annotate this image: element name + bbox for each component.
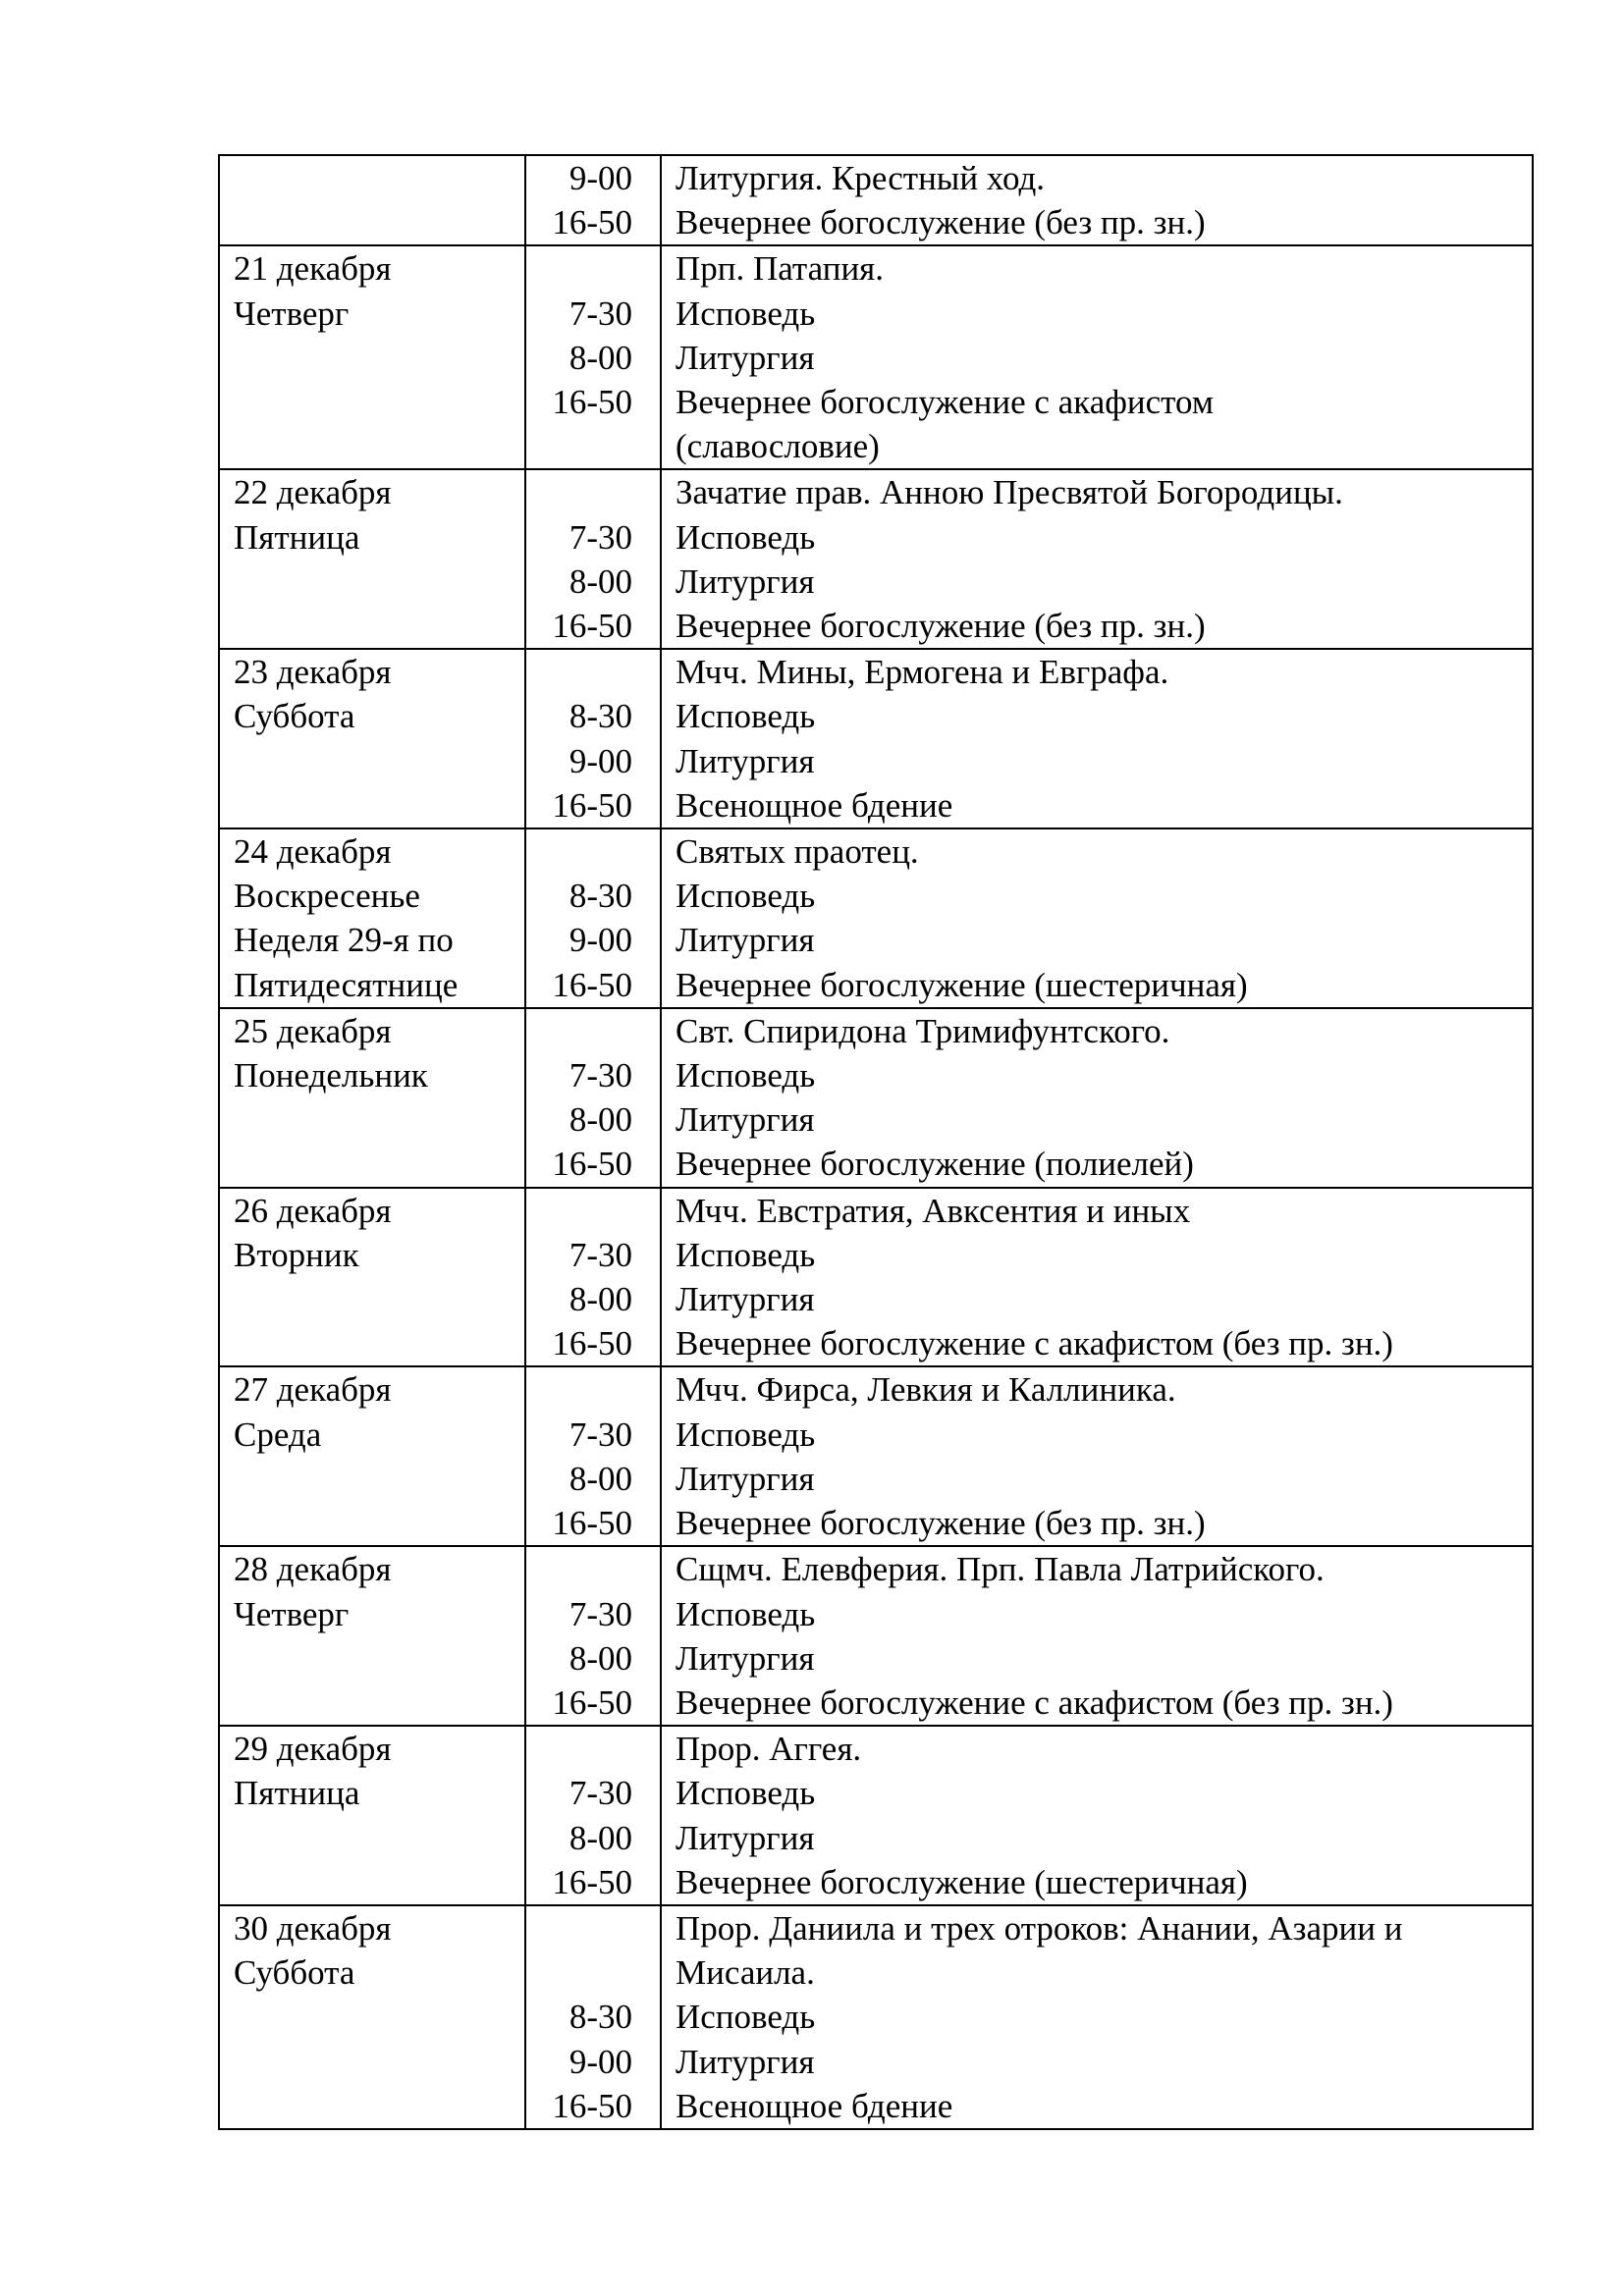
desc-cell [661,828,1533,1008]
service-description: Исповедь [676,1998,816,2037]
service-description: Мисаила. [676,1953,815,1993]
date-line [234,1321,524,1365]
service-description: Литургия [676,1818,815,1857]
desc-cell [661,1008,1533,1188]
service-time: 16-50 [552,1324,632,1363]
schedule-row [219,649,1533,828]
service-description: Вечернее богослужение (полиелей) [676,1145,1194,1184]
date-line [234,200,524,244]
service-description: (славословие) [676,427,880,466]
service-description: Литургия [676,338,815,377]
service-time: 16-50 [552,1862,632,1901]
desc-cell [661,1546,1533,1726]
date-line [234,2040,524,2084]
service-time: 7-30 [568,1056,632,1095]
service-time [526,650,632,694]
service-time: 16-50 [552,203,632,242]
service-description: Исповедь [676,697,816,736]
date-line: 25 декабря [234,1011,392,1050]
desc-cell [661,469,1533,649]
service-description: Исповедь [676,1235,816,1274]
service-time: 8-00 [568,561,632,601]
service-description: Вечернее богослужение с акафистом (без пр. зн.) [676,1682,1393,1722]
date-line [234,2084,524,2128]
service-time: 16-50 [552,383,632,422]
service-description: Всенощное бдение [676,785,953,825]
service-time: 8-00 [568,338,632,377]
service-time: 16-50 [552,965,632,1004]
desc-cell [661,649,1533,828]
desc-cell [661,1905,1533,2129]
service-description: Исповедь [676,1594,816,1633]
schedule-row [219,1546,1533,1726]
service-description: Прор. Аггея. [676,1730,862,1769]
service-time: 9-00 [568,921,632,960]
service-time: 7-30 [568,1594,632,1633]
service-description: Вечернее богослужение с акафистом (без пр. зн.) [676,1324,1393,1363]
time-cell [525,1366,661,1546]
date-line: Пятница [234,1774,360,1813]
time-cell [525,828,661,1008]
date-line: Пятидесятнице [234,965,459,1004]
schedule-row [219,1188,1533,1367]
schedule-body [219,155,1533,2129]
schedule-row [219,245,1533,469]
service-description: Вечернее богослужение (шестеричная) [676,1862,1248,1901]
service-time [526,246,632,291]
service-description: Вечернее богослужение (без пр. зн.) [676,203,1206,242]
desc-cell [661,245,1533,469]
time-cell [525,1905,661,2129]
service-time: 7-30 [568,294,632,333]
date-line [234,1457,524,1501]
service-description: Вечернее богослужение (без пр. зн.) [676,1504,1206,1543]
service-time [526,1950,632,1995]
date-line: Четверг [234,1594,350,1633]
service-description: Святых праотец. [676,832,919,872]
service-description: Литургия [676,741,815,780]
date-cell [219,649,525,828]
service-time: 9-00 [568,741,632,780]
date-line [234,1681,524,1725]
service-time [526,424,632,468]
date-line: Неделя 29-я по [234,921,454,960]
service-description: Литургия [676,1280,815,1319]
service-time: 16-50 [552,2086,632,2125]
service-time: 8-30 [568,1998,632,2037]
service-description: Всенощное бдение [676,2086,953,2125]
service-description: Литургия [676,561,815,601]
service-description: Исповедь [676,1415,816,1454]
date-line: 26 декабря [234,1191,392,1230]
date-line [234,739,524,783]
date-cell [219,469,525,649]
service-description: Вечернее богослужение с акафистом [676,383,1214,422]
service-time: 8-30 [568,697,632,736]
service-time: 8-00 [568,1100,632,1140]
service-description: Литургия. Крестный ход. [676,159,1046,197]
date-line [234,1277,524,1321]
service-time [526,829,632,874]
date-line: 27 декабря [234,1370,392,1410]
service-time: 16-50 [552,1682,632,1722]
date-line: 28 декабря [234,1550,392,1589]
schedule-row [219,469,1533,649]
date-line [234,1636,524,1681]
date-line: 21 декабря [234,249,392,289]
service-time: 8-30 [568,877,632,916]
time-cell [525,1008,661,1188]
date-line [234,424,524,468]
service-schedule-table [218,154,1534,2130]
date-cell [219,828,525,1008]
time-cell [525,1188,661,1367]
service-time: 16-50 [552,785,632,825]
date-line: Суббота [234,697,355,736]
service-time: 16-50 [552,1504,632,1543]
service-time: 7-30 [568,1235,632,1274]
service-description: Литургия [676,1638,815,1678]
service-time: 16-50 [552,1145,632,1184]
time-cell [525,245,661,469]
date-line: 30 декабря [234,1908,392,1948]
service-time: 8-00 [568,1459,632,1498]
time-cell [525,1726,661,1905]
desc-cell [661,1726,1533,1905]
date-line: Среда [234,1415,322,1454]
service-description: Исповедь [676,517,816,557]
service-description: Вечернее богослужение (без пр. зн.) [676,607,1206,646]
service-description: Прп. Патапия. [676,249,885,289]
service-time: 9-00 [568,2042,632,2081]
schedule-row [219,1008,1533,1188]
date-cell [219,245,525,469]
service-description: Мчч. Мины, Ермогена и Евграфа. [676,653,1169,692]
service-description: Мчч. Евстратия, Авксентия и иных [676,1191,1191,1230]
time-cell [525,469,661,649]
schedule-row [219,155,1533,245]
date-line [234,560,524,604]
service-description: Свт. Спиридона Тримифунтского. [676,1011,1170,1050]
service-description: Мчч. Фирса, Левкия и Каллиника. [676,1370,1176,1410]
date-line: 24 декабря [234,832,392,872]
service-description: Зачатие прав. Анною Пресвятой Богородицы. [676,473,1343,512]
date-cell [219,155,525,245]
date-cell [219,1726,525,1905]
date-line: Понедельник [234,1056,428,1095]
date-cell [219,1188,525,1367]
service-description: Вечернее богослужение (шестеричная) [676,965,1248,1004]
date-cell [219,1366,525,1546]
service-time [526,1009,632,1053]
service-time [526,1547,632,1591]
service-time: 8-00 [568,1818,632,1857]
desc-cell [661,1366,1533,1546]
service-time [526,1727,632,1771]
date-line: Воскресенье [234,877,420,916]
service-description: Сщмч. Елевферия. Прп. Павла Латрийского. [676,1550,1325,1589]
schedule-row [219,1905,1533,2129]
date-line [234,380,524,424]
service-description: Исповедь [676,294,816,333]
service-description: Литургия [676,1100,815,1140]
time-cell [525,155,661,245]
date-line [234,604,524,648]
service-time: 9-00 [568,159,632,197]
service-time: 7-30 [568,517,632,557]
service-time: 7-30 [568,1774,632,1813]
service-description: Исповедь [676,1056,816,1095]
service-description: Литургия [676,1459,815,1498]
schedule-row [219,1366,1533,1546]
date-line [234,1995,524,2039]
date-line [234,1142,524,1186]
service-description: Исповедь [676,877,816,916]
date-cell [219,1546,525,1726]
desc-cell [661,155,1533,245]
service-time: 7-30 [568,1415,632,1454]
date-line [234,1860,524,1904]
time-cell [525,1546,661,1726]
service-description: Литургия [676,921,815,960]
schedule-row [219,828,1533,1008]
service-time: 8-00 [568,1638,632,1678]
date-line [234,156,524,200]
service-time: 8-00 [568,1280,632,1319]
time-cell [525,649,661,828]
date-line: 22 декабря [234,473,392,512]
date-line [234,1816,524,1860]
desc-cell [661,1188,1533,1367]
date-line: Вторник [234,1235,359,1274]
date-line [234,1501,524,1545]
date-cell [219,1008,525,1188]
service-time [526,1906,632,1950]
service-time [526,1367,632,1412]
service-time [526,1189,632,1233]
service-time: 16-50 [552,607,632,646]
date-line: 29 декабря [234,1730,392,1769]
date-line [234,1097,524,1142]
date-line: Суббота [234,1953,355,1993]
service-description: Исповедь [676,1774,816,1813]
date-line [234,336,524,380]
date-line: 23 декабря [234,653,392,692]
schedule-row [219,1726,1533,1905]
date-line: Четверг [234,294,350,333]
service-description: Литургия [676,2042,815,2081]
date-line [234,783,524,828]
service-time [526,470,632,514]
date-line: Пятница [234,517,360,557]
service-description: Прор. Даниила и трех отроков: Анании, Азарии и [676,1908,1403,1948]
date-cell [219,1905,525,2129]
